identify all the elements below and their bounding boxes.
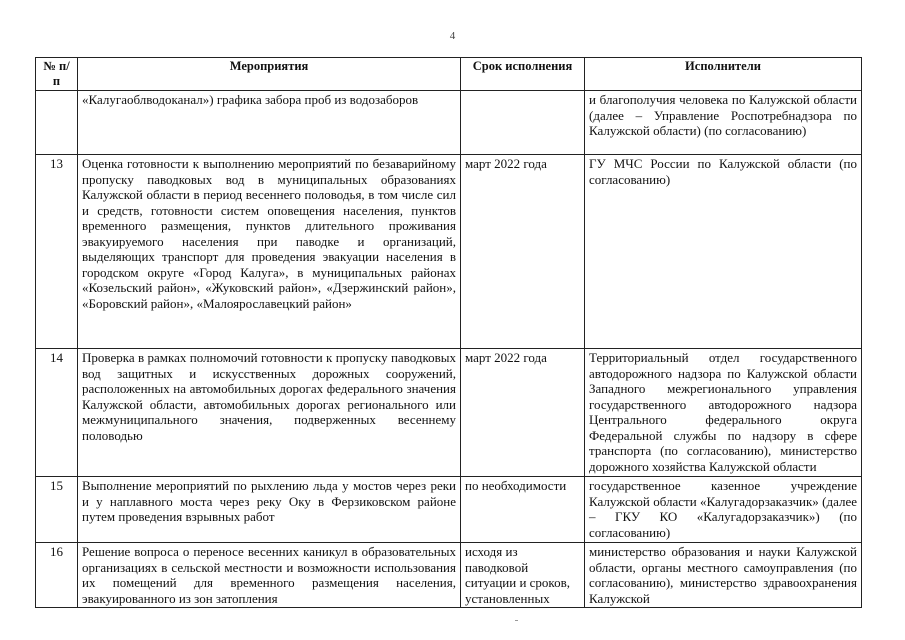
row-activity: Оценка готовности к выполнению мероприятий по безаварийному пропуску паводковых вод в муниципальных образованиях Калужской области в период весеннего половодья, в том числе сил и средств, готовности систем оповещения населения, пунктов временного размещения, пунктов длительного проживания эвакуируемого населения при паводке и организаций, выделяющих транспорт для проведения эвакуации населения в городском округе «Город Калуга», в муниципальных районах «Козельский район», «Жуковский район», «Дзержинский район», «Боровский район», «Малоярославецкий район»	[78, 155, 461, 349]
header-term: Срок исполнения	[461, 58, 585, 91]
row-activity: Проверка в рамках полномочий готовности к пропуску паводковых вод защитных и искусственных дорожных сооружений, расположенных на автомобильных дорогах федерального значения Калужской области, автомобильных дорогах регионального или межмуниципального значения, подверженных весеннему половодью	[78, 349, 461, 477]
row-term	[461, 91, 585, 155]
row-activity: «Калугаоблводоканал») графика забора проб из водозаборов	[78, 91, 461, 155]
row-executors: ГУ МЧС России по Калужской области (по согласованию)	[585, 155, 862, 349]
table-row	[36, 91, 862, 155]
header-num: № п/п	[36, 58, 78, 91]
row-executors: Территориальный отдел государственного автодорожного надзора по Калужской области Западного межрегионального управления государственного автодорожного надзора Центрального федерального округа Федеральной службы по надзору в сфере транспорта (по согласованию), министерство дорожного хозяйства Калужской области	[585, 349, 862, 477]
row-num: 16	[36, 543, 78, 608]
row-term: март 2022 года	[461, 155, 585, 349]
row-term: по необходимости	[461, 477, 585, 543]
table-header-row	[36, 58, 862, 91]
row-executors: государственное казенное учреждение Калужской области «Калугадорзаказчик» (далее – ГКУ КО «Калугадорзаказчик») (по согласованию)	[585, 477, 862, 543]
row-num: 14	[36, 349, 78, 477]
table-row	[36, 349, 862, 477]
table-row	[36, 477, 862, 543]
scan-mark	[515, 620, 518, 621]
header-activity: Мероприятия	[78, 58, 461, 91]
row-executors: и благополучия человека по Калужской области (далее – Управление Роспотребнадзора по Калужской области) (по согласованию)	[585, 91, 862, 155]
row-executors: министерство образования и науки Калужской области, органы местного самоуправления (по согласованию), министерство здравоохранения Калужской	[585, 543, 862, 608]
page-number: 4	[449, 30, 456, 42]
row-num	[36, 91, 78, 155]
row-term: исходя из паводковой ситуации и сроков, установленных	[461, 543, 585, 608]
row-activity: Выполнение мероприятий по рыхлению льда у мостов через реки и у наплавного моста через реку Оку в Ферзиковском районе путем проведения взрывных работ	[78, 477, 461, 543]
row-activity: Решение вопроса о переносе весенних каникул в образовательных организациях в сельской местности и возможности использования их помещений для временного размещения населения, эвакуированного из зон затопления	[78, 543, 461, 608]
header-executors: Исполнители	[585, 58, 862, 91]
table-row	[36, 155, 862, 349]
activities-table	[35, 57, 862, 608]
table-row	[36, 543, 862, 608]
row-num: 13	[36, 155, 78, 349]
row-num: 15	[36, 477, 78, 543]
row-term: март 2022 года	[461, 349, 585, 477]
